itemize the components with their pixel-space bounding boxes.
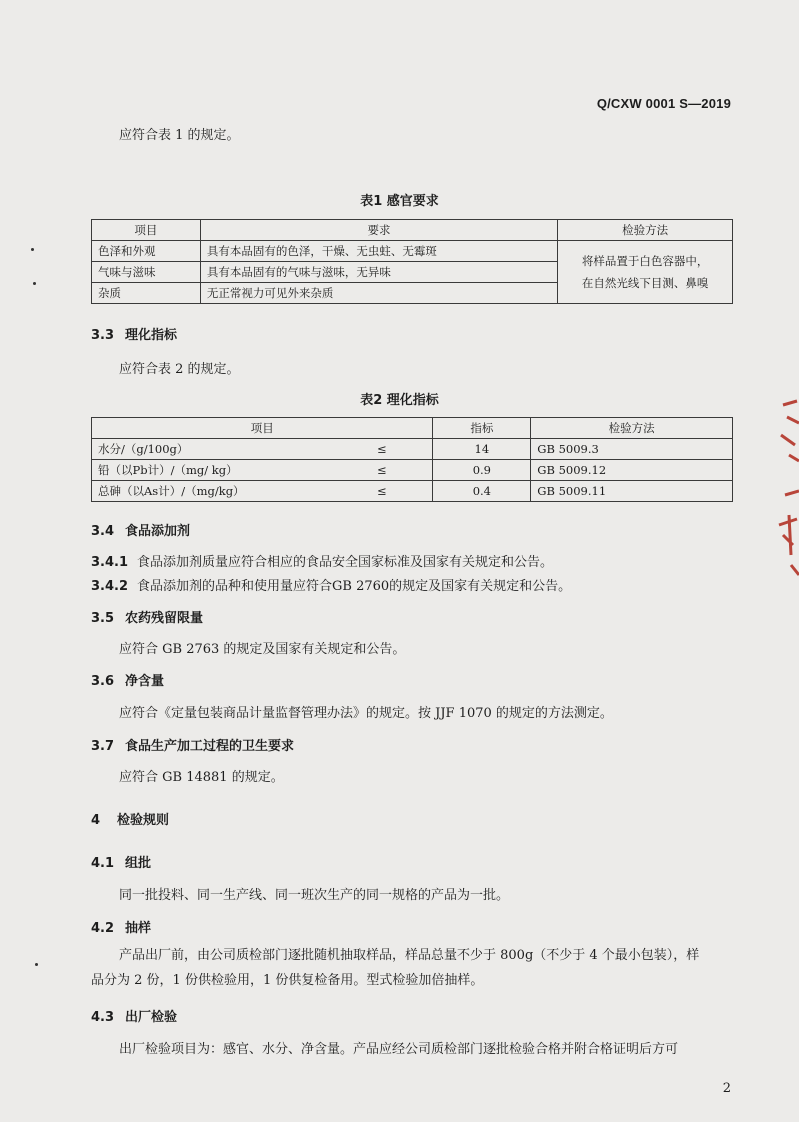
row-method: GB 5009.11 [531,481,733,502]
physicochemical-table [91,417,733,502]
row-requirement: 无正常视力可见外来杂质 [200,283,557,304]
row-method: GB 5009.12 [531,460,733,481]
row-value: 0.4 [433,481,531,502]
row-operator: ≤ [331,481,433,502]
header-item: 项目 [92,220,201,241]
row-method: GB 5009.3 [531,439,733,460]
row-operator: ≤ [331,439,433,460]
row-item: 色泽和外观 [92,241,201,262]
section-3-7-heading: 3.7 食品生产加工过程的卫生要求 [91,739,295,754]
header-requirement: 要求 [200,220,557,241]
section-3-5-heading: 3.5 农药残留限量 [91,611,204,626]
row-value: 14 [433,439,531,460]
table-row [92,481,733,502]
section-3-6-heading: 3.6 净含量 [91,674,165,689]
row-item: 水分/（g/100g） [92,439,332,460]
scan-dot [35,963,38,966]
standard-code: Q/CXW 0001 S—2019 [596,96,731,111]
section-3-5-text: 应符合 GB 2763 的规定及国家有关规定和公告。 [119,642,406,657]
table-header-row [92,220,733,241]
section-4-2-text: 产品出厂前，由公司质检部门逐批随机抽取样品，样品总量不少于 800g（不少于 4 个最小包装），样品分为 2 份，1 份供检验用，1 份供复检备用。型式检验加倍抽样。 [91,948,700,988]
header-item: 项目 [92,418,433,439]
row-requirement: 具有本品固有的气味与滋味，无异味 [200,262,557,283]
scan-dot [31,248,34,251]
row-item: 总砷（以As计）/（mg/kg） [92,481,332,502]
section-4-1-heading: 4.1 组批 [91,856,152,871]
section-3-4-2: 3.4.2 食品添加剂的品种和使用量应符合GB 2760的规定及国家有关规定和公告。 [91,579,572,594]
section-3-6-text: 应符合《定量包装商品计量监督管理办法》的规定。按 JJF 1070 的规定的方法测定。 [119,706,613,721]
sensory-table [91,219,733,304]
table-row [92,460,733,481]
row-item: 杂质 [92,283,201,304]
row-operator: ≤ [331,460,433,481]
section-4-1-text: 同一批投料、同一生产线、同一班次生产的同一规格的产品为一批。 [119,888,510,903]
header-indicator: 指标 [433,418,531,439]
section-4-2-heading: 4.2 抽样 [91,921,152,936]
section-4-3-text: 出厂检验项目为：感官、水分、净含量。产品应经公司质检部门逐批检验合格并附合格证明后方可 [119,1042,679,1057]
table1-title: 表1 感官要求 [360,194,439,209]
row-requirement: 具有本品固有的色泽，干燥、无虫蛀、无霉斑 [200,241,557,262]
section-3-4-heading: 3.4 食品添加剂 [91,524,191,539]
section-3-4-1: 3.4.1 食品添加剂质量应符合相应的食品安全国家标准及国家有关规定和公告。 [91,555,554,570]
intro-text: 应符合表 1 的规定。 [119,128,240,143]
table-row [92,241,733,262]
header-method: 检验方法 [558,220,733,241]
header-method: 检验方法 [531,418,733,439]
method-line: 在自然光线下目测、鼻嗅 [581,276,709,290]
row-item: 铅（以Pb计）/（mg/ kg） [92,460,332,481]
method-line: 将样品置于白色容器中， [581,254,709,268]
table-row [92,439,733,460]
stamp-edge-icon [769,395,799,585]
section-4-heading: 4 检验规则 [91,813,170,828]
section-3-3-text: 应符合表 2 的规定。 [119,362,240,377]
table-header-row [92,418,733,439]
row-value: 0.9 [433,460,531,481]
row-method [558,241,733,304]
table2-title: 表2 理化指标 [360,393,439,408]
section-4-3-heading: 4.3 出厂检验 [91,1010,178,1025]
row-item: 气味与滋味 [92,262,201,283]
section-3-3-heading: 3.3 理化指标 [91,328,178,343]
scan-dot [33,282,36,285]
section-3-7-text: 应符合 GB 14881 的规定。 [119,770,284,785]
page-number: 2 [722,1081,731,1096]
